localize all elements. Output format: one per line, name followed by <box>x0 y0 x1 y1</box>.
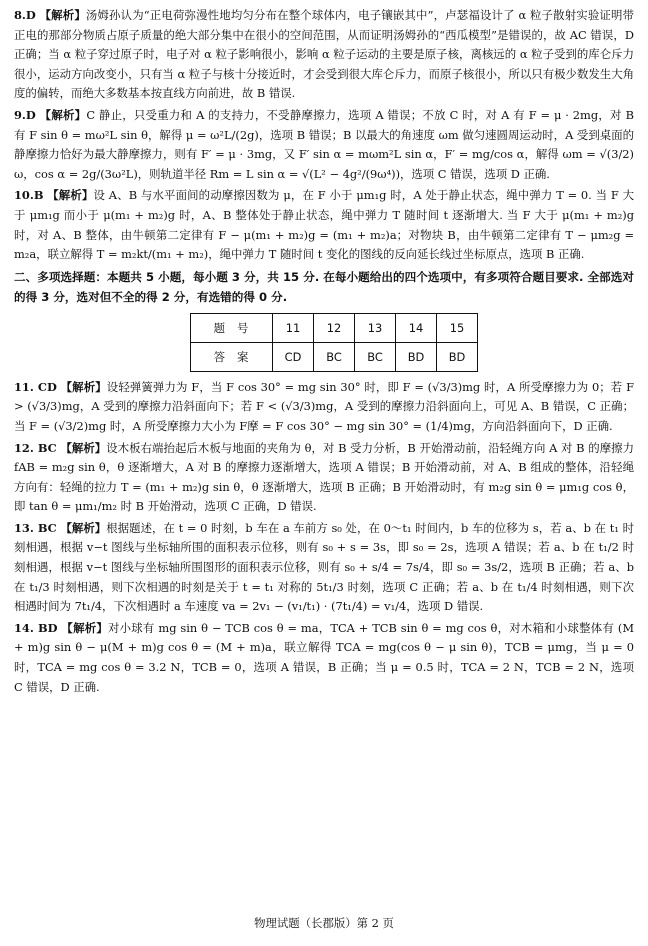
answer-text: 汤姆孙认为“正电荷弥漫性地均匀分布在整个球体内，电子镶嵌其中”，卢瑟福设计了 α 粒子散射实验证明带正电的那部分物质占原子质量的绝大部分集中在很小的空间范围，从而证明汤姆孙的“西瓜模型”是错误的，故 AC 错误，D 正确；当 α 粒子穿过原子时，电子对 α 粒子影响很小，影响 α 粒子运动的主要是原子核，离核远的 α 粒子受到的库仑斥力很小，运动方向改变小，只有当 α 粒子与核十分接近时，才会受到很大库仑斥力，而原子核很小，所以只有极少数发生大角度的偏转，而绝大多数基本按直线方向前进，故 B 错误. <box>14 8 634 101</box>
question-number: 12. BC <box>14 440 57 455</box>
table-cell: 11 <box>273 313 314 342</box>
answer-q12 <box>14 439 634 517</box>
analysis-tag: 【解析】 <box>60 520 107 535</box>
answer-text: 设 A、B 与水平面间的动摩擦因数为 μ，在 F 小于 μm₁g 时，A 处于静止状态，绳中弹力 T = 0. 当 F 大于 μm₁g 而小于 μ(m₁ + m₂)g 时，A、B 整体处于静止状态，绳中弹力 T 随时间 t 逐渐增大. 当 F 大于 μ(m₁ + m₂)g 时，对 A、B 整体，由牛顿第二定律有 F − μ(m₁ + m₂)g = (m₁ + m₂)a；对物块 B，由牛顿第二定律有 T − μm₂g = m₂a，联立解得 T = m₂kt/(m₁ + m₂)，绳中弹力 T 随时间 t 变化的图线的反向延长线过坐标原点，选项 B 正确. <box>14 188 634 262</box>
question-number: 14. BD <box>14 620 58 635</box>
table-cell: 15 <box>437 313 478 342</box>
answer-text: 对小球有 mg sin θ − TCB cos θ = ma，TCA + TCB sin θ = mg cos θ，对木箱和小球整体有 (M + m)g sin θ − μ(M + m)g cos θ = (M + m)a，联立解得 TCA = mg(cos θ − μ sin θ)，TCB = μmg，当 μ = 0 时，TCA = mg cos θ = 3.2 N，TCB = 0，选项 A 错误，B 正确；当 μ = 0.5 时，TCA = 2 N，TCB = 2 N，选项 C 错误，D 正确. <box>14 620 634 694</box>
table-row <box>191 313 478 342</box>
question-number: 10.B <box>14 188 44 203</box>
analysis-tag: 【解析】 <box>60 379 107 394</box>
question-number: 9.D <box>14 107 36 122</box>
analysis-tag: 【解析】 <box>61 620 108 635</box>
table-cell: BD <box>437 342 478 371</box>
table-cell: BD <box>396 342 437 371</box>
analysis-tag: 【解析】 <box>47 188 94 203</box>
answer-q13 <box>14 519 634 617</box>
question-number: 8.D <box>14 8 36 22</box>
table-cell: BC <box>314 342 355 371</box>
question-number: 11. CD <box>14 379 57 394</box>
answer-table <box>190 313 478 372</box>
answer-text: 设木板右端抬起后木板与地面的夹角为 θ，对 B 受力分析，B 开始滑动前，沿轻绳方向 A 对 B 的摩擦力 fAB = m₂g sin θ，θ 逐渐增大，A 对 B 的摩擦力逐渐增大，选项 A 错误；B 开始滑动前，对 A、B 组成的整体，沿轻绳方向有：轻绳的拉力 T = (m₁ + m₂)g sin θ，θ 逐渐增大，选项 B 正确；B 开始滑动时，有 m₂g sin θ = μm₁g cos θ，即 tan θ = μm₁/m₂ 时 B 开始滑动，选项 C 正确，D 错误. <box>14 440 634 514</box>
answer-text: 根据题述，在 t = 0 时刻，b 车在 a 车前方 s₀ 处，在 0～t₁ 时间内，b 车的位移为 s，若 a、b 在 t₁ 时刻相遇，根据 v−t 图线与坐标轴所围的面积表示位移，则有 s₀ + s = 3s，即 s₀ = 2s，选项 A 错误；若 a、b 在 t₁/2 时刻相遇，根据 v−t 图线与坐标轴所围图形的面积表示位移，则有 s₀ + s/4 = 7s/4，即 s₀ = 3s/2，选项 B 正确；若 a、b 在 t₁/3 时刻相遇，则下次相遇的时刻是关于 t = t₁ 对称的 5t₁/3 时刻，选项 C 正确；若 a、b 在 t₁/4 时刻相遇，则下次相遇时间为 7t₁/4，下次相遇时 a 车速度 va = 2v₁ − (v₁/t₁) · (7t₁/4) = v₁/4，选项 D 错误. <box>14 520 634 614</box>
answer-q10 <box>14 186 634 264</box>
answer-q9 <box>14 106 634 184</box>
analysis-tag: 【解析】 <box>39 8 86 22</box>
table-header-cell: 答案 <box>191 342 273 371</box>
page-footer: 物理试题（长郡版）第 2 页 <box>254 916 394 930</box>
table-cell: 14 <box>396 313 437 342</box>
table-cell: BC <box>355 342 396 371</box>
table-row <box>191 342 478 371</box>
answer-text: 设轻弹簧弹力为 F，当 F cos 30° = mg sin 30° 时，即 F = (√3/3)mg 时，A 所受摩擦力为 0；若 F > (√3/3)mg，A 受到的摩擦力沿斜面向下；若 F < (√3/3)mg，A 受到的摩擦力沿斜面向上，可见 A、B 错误，C 正确；当 F = (√3/2)mg 时，A 所受摩擦力大小为 F摩 = F cos 30° − mg sin 30° = (1/4)mg，方向沿斜面向下，D 正确. <box>14 379 634 433</box>
section-heading: 二、多项选择题：本题共 5 小题，每小题 3 分，共 15 分. 在每小题给出的四个选项中，有多项符合题目要求. 全部选对的得 3 分，选对但不全的得 2 分，有选错的得 0 分. <box>14 269 634 304</box>
question-number: 13. BC <box>14 520 57 535</box>
answer-q14 <box>14 619 634 697</box>
answer-q11 <box>14 378 634 437</box>
analysis-tag: 【解析】 <box>39 107 87 122</box>
table-cell: 12 <box>314 313 355 342</box>
analysis-tag: 【解析】 <box>60 440 107 455</box>
answer-q8 <box>14 6 634 104</box>
table-header-cell: 题号 <box>191 313 273 342</box>
table-cell: CD <box>273 342 314 371</box>
answer-text: C 静止，只受重力和 A 的支持力，不受静摩擦力，选项 A 错误；不放 C 时，对 A 有 F = μ · 2mg，对 B 有 F sin θ = mω²L sin θ，解得 μ = ω²L/(2g)，选项 B 错误；B 以最大的角速度 ωm 做匀速圆周运动时，A 受到桌面的静摩擦力恰好为最大静摩擦力，则有 F′ = μ · 3mg，又 F′ sin α = mωm²L sin α，F′ = mg/cos α，解得 ωm = √(3/2) ω，cos α = 2g/(3ω²L)，则轨道半径 Rm = L sin α = √(L² − 4g²/(9ω⁴))，选项 C 错误，选项 D 正确. <box>14 107 634 181</box>
table-cell: 13 <box>355 313 396 342</box>
